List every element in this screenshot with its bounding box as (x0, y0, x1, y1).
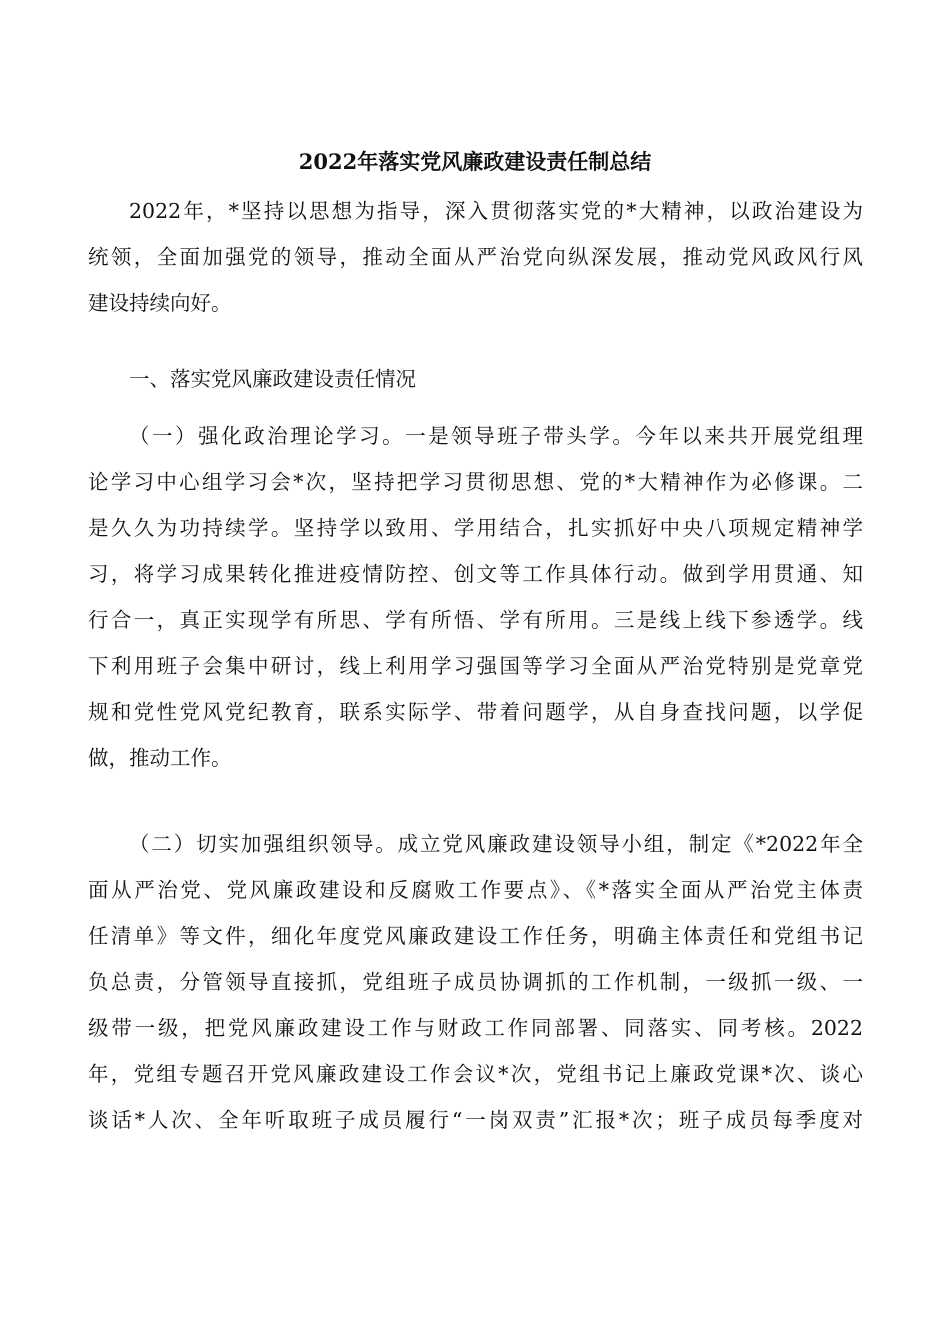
text-line: 做，推动工作。 (88, 746, 232, 770)
paragraph-intro (88, 188, 863, 326)
document-title: 2022年落实党风廉政建设责任制总结 (298, 149, 652, 174)
text-line: 面从严治党、党风廉政建设和反腐败工作要点》、《*落实全面从严治党主体责 (88, 878, 863, 902)
text-line: （一）强化政治理论学习。一是领导班子带头学。今年以来共开展党组理 (129, 424, 863, 448)
text-line: 级带一级，把党风廉政建设工作与财政工作同部署、同落实、同考核。2022 (88, 1016, 863, 1040)
paragraph-organization (88, 821, 863, 1143)
text-line: 建设持续向好。 (88, 291, 232, 315)
text-line: 习，将学习成果转化推进疫情防控、创文等工作具体行动。做到学用贯通、知 (88, 562, 863, 586)
text-line: 2022年，*坚持以思想为指导，深入贯彻落实党的*大精神，以政治建设为 (129, 199, 863, 223)
text-line: 负总责，分管领导直接抓，党组班子成员协调抓的工作机制，一级抓一级、一 (88, 970, 863, 994)
text-line: （二）切实加强组织领导。成立党风廉政建设领导小组，制定《*2022年全 (129, 832, 863, 856)
text-line: 谈话*人次、全年听取班子成员履行“一岗双责”汇报*次；班子成员每季度对 (88, 1108, 863, 1132)
text-line: 是久久为功持续学。坚持学以致用、学用结合，扎实抓好中央八项规定精神学 (88, 516, 863, 540)
text-line: 论学习中心组学习会*次，坚持把学习贯彻思想、党的*大精神作为必修课。二 (88, 470, 863, 494)
text-line: 行合一，真正实现学有所思、学有所悟、学有所用。三是线上线下参透学。线 (88, 608, 863, 632)
text-line: 任清单》等文件，细化年度党风廉政建设工作任务，明确主体责任和党组书记 (88, 924, 863, 948)
text-line: 一、落实党风廉政建设责任情况 (129, 367, 416, 391)
text-line: 规和党性党风党纪教育，联系实际学、带着问题学，从自身查找问题，以学促 (88, 700, 863, 724)
paragraph-study (88, 413, 863, 781)
text-line: 下利用班子会集中研讨，线上利用学习强国等学习全面从严治党特别是党章党 (88, 654, 863, 678)
section-heading (88, 356, 863, 402)
text-line: 统领，全面加强党的领导，推动全面从严治党向纵深发展，推动党风政风行风 (88, 245, 863, 269)
text-line: 年，党组专题召开党风廉政建设工作会议*次，党组书记上廉政党课*次、谈心 (88, 1062, 863, 1086)
